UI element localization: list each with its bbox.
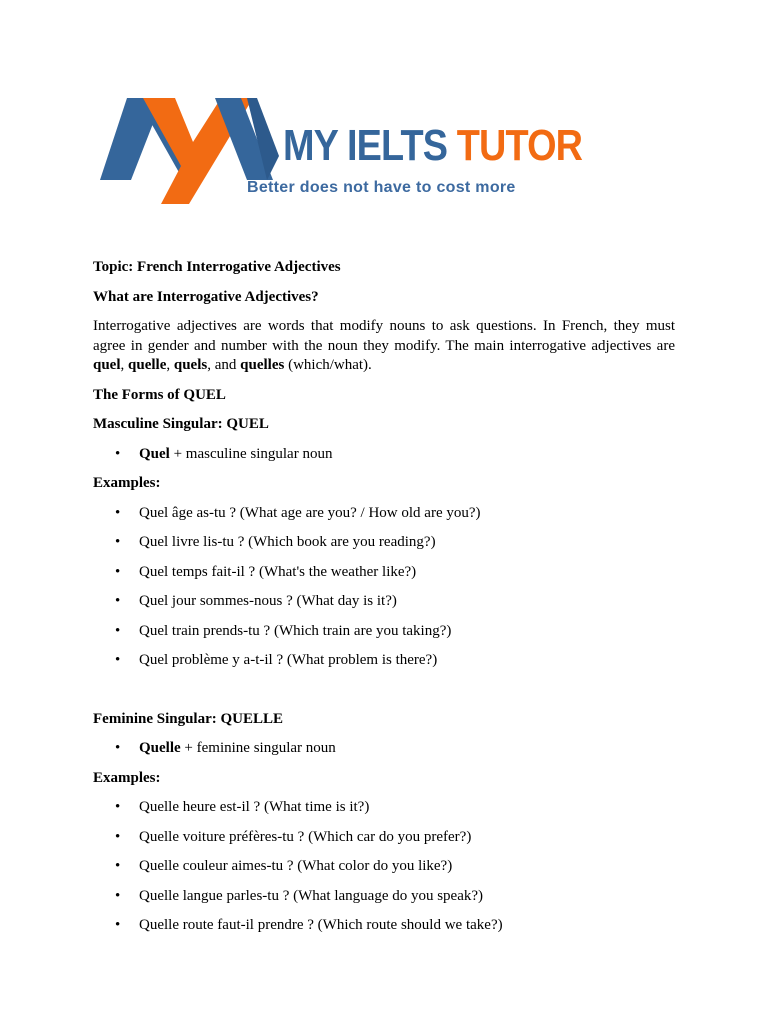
masculine-rule-list [93, 445, 675, 465]
list-item: • Quel livre lis-tu ? (Which book are you reading?) [93, 533, 675, 553]
list-item: • Quel âge as-tu ? (What age are you? / How old are you?) [93, 504, 675, 524]
logo-brand-suffix: TUTOR [456, 121, 583, 170]
term-quel: quel [93, 357, 121, 373]
section-spacer [93, 671, 675, 700]
list-item: • Quelle voiture préfères-tu ? (Which car do you prefer?) [93, 828, 675, 848]
document-body [93, 258, 675, 936]
term-quels: quels [173, 357, 208, 373]
feminine-heading: Feminine Singular: QUELLE [93, 710, 284, 727]
list-item: • Quel train prends-tu ? (Which train are you taking?) [93, 622, 675, 642]
feminine-examples-list [93, 798, 675, 936]
term-quelles: quelles [240, 357, 285, 373]
feminine-examples-label: Examples: [93, 769, 161, 786]
topic-heading: Topic: French Interrogative Adjectives [93, 259, 341, 275]
masculine-examples-label: Examples: [93, 475, 161, 491]
list-item: • Quelle langue parles-tu ? (What language do you speak?) [93, 887, 675, 907]
logo-tagline: Better does not have to cost more [247, 179, 516, 196]
logo-brand-prefix: MY IELTS [283, 121, 457, 170]
list-item: • Quel jour sommes-nous ? (What day is it?) [93, 592, 675, 612]
list-item: • Quel temps fait-il ? (What's the weather like?) [93, 563, 675, 583]
intro-paragraph: Interrogative adjectives are words that modify nouns to ask questions. In French, they must agree in gender and number with the noun they modify. The main interrogative adjectives are quel, quelle, quels, and quelles (which/what). [93, 318, 675, 373]
brand-logo [97, 96, 583, 208]
term-quelle: quelle [128, 357, 167, 373]
feminine-rule-list [93, 739, 675, 759]
list-item: • Quelle route faut-il prendre ? (Which route should we take?) [93, 916, 675, 936]
logo-title [283, 121, 583, 170]
list-item: • Quelle couleur aimes-tu ? (What color do you like?) [93, 857, 675, 877]
list-item: • Quel + masculine singular noun [93, 445, 675, 465]
masculine-heading: Masculine Singular: QUEL [93, 416, 269, 432]
list-item: • Quelle + feminine singular noun [93, 739, 675, 759]
list-item: • Quelle heure est-il ? (What time is it?) [93, 798, 675, 818]
masculine-examples-list [93, 504, 675, 671]
question-heading: What are Interrogative Adjectives? [93, 288, 319, 305]
list-item: • Quel problème y a-t-il ? (What problem is there?) [93, 651, 675, 671]
forms-heading: The Forms of QUEL [93, 386, 226, 403]
